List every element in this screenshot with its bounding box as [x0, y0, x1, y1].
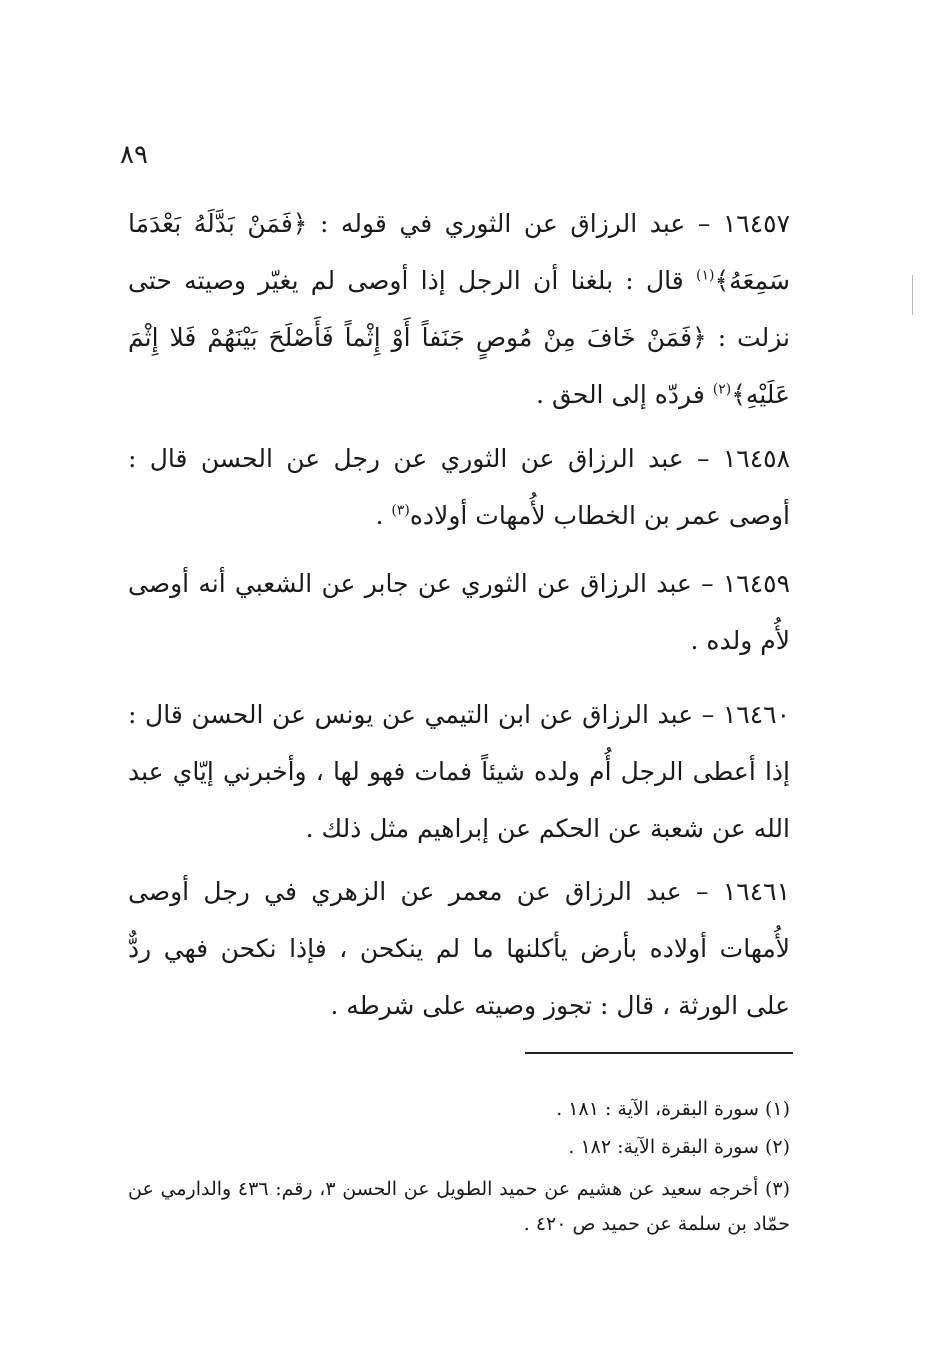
footnote-ref-3[interactable]: (٣) — [391, 502, 410, 519]
hadith-text-end: فردّه إلى الحق . — [536, 380, 713, 409]
scan-artifact-line — [912, 275, 913, 315]
hadith-text: ١٦٤٥٧ – عبد الرزاق عن الثوري في قوله : ﴿فَمَنْ بَدَّلَهُ بَعْدَمَا سَمِعَهُ﴾ — [128, 209, 790, 295]
footnotes — [128, 1090, 790, 1242]
hadith-text-continued: قال : بلغنا أن الرجل إذا أوصى لم يغيّر وصيته حتى نزلت : ﴿فَمَنْ خَافَ مِنْ مُوصٍ جَنَفاً أَوْ إِثْماً فَأَصْلَحَ بَيْنَهُمْ فَلا إِثْمَ عَلَيْهِ﴾ — [128, 266, 790, 409]
hadith-text-end: . — [375, 501, 392, 530]
hadith-text: ١٦٤٦١ – عبد الرزاق عن معمر عن الزهري في رجل أوصى لأُمهات أولاده بأرض يأكلنها ما لم ينكحن ، فإذا نكحن فهي ردٌّ على الورثة ، قال : تجوز وصيته على شرطه . — [128, 877, 790, 1020]
hadith-16459 — [128, 555, 790, 669]
footnote-1: (١) سورة البقرة، الآية : ١٨١ . — [556, 1098, 790, 1120]
hadith-16457 — [128, 195, 790, 423]
hadith-text: ١٦٤٥٨ – عبد الرزاق عن الثوري عن رجل عن الحسن قال : أوصى عمر بن الخطاب لأُمهات أولاده — [128, 444, 790, 530]
hadith-16458 — [128, 430, 790, 544]
footnote-ref-2[interactable]: (٢) — [712, 381, 732, 398]
hadith-text: ١٦٤٥٩ – عبد الرزاق عن الثوري عن جابر عن الشعبي أنه أوصى لأُم ولده . — [128, 569, 790, 655]
hadith-16461 — [128, 863, 790, 1034]
footnote-2: (٢) سورة البقرة الآية: ١٨٢ . — [568, 1136, 790, 1158]
footnote-divider — [525, 1052, 793, 1054]
page-number: ٨٩ — [120, 140, 148, 170]
footnote-ref-1[interactable]: (١) — [696, 267, 715, 284]
footnote-3: (٣) أخرجه سعيد عن هشيم عن حميد الطويل عن الحسن ٣، رقم: ٤٣٦ والدارمي عن حمّاد بن سلمة عن حميد ص ٤٢٠ . — [128, 1178, 790, 1235]
hadith-text: ١٦٤٦٠ – عبد الرزاق عن ابن التيمي عن يونس عن الحسن قال : إذا أعطى الرجل أُم ولده شيئاً فمات فهو لها ، وأخبرني إيّاي عبد الله عن شعبة عن الحكم عن إبراهيم مثل ذلك . — [128, 700, 790, 843]
hadith-16460 — [128, 686, 790, 857]
